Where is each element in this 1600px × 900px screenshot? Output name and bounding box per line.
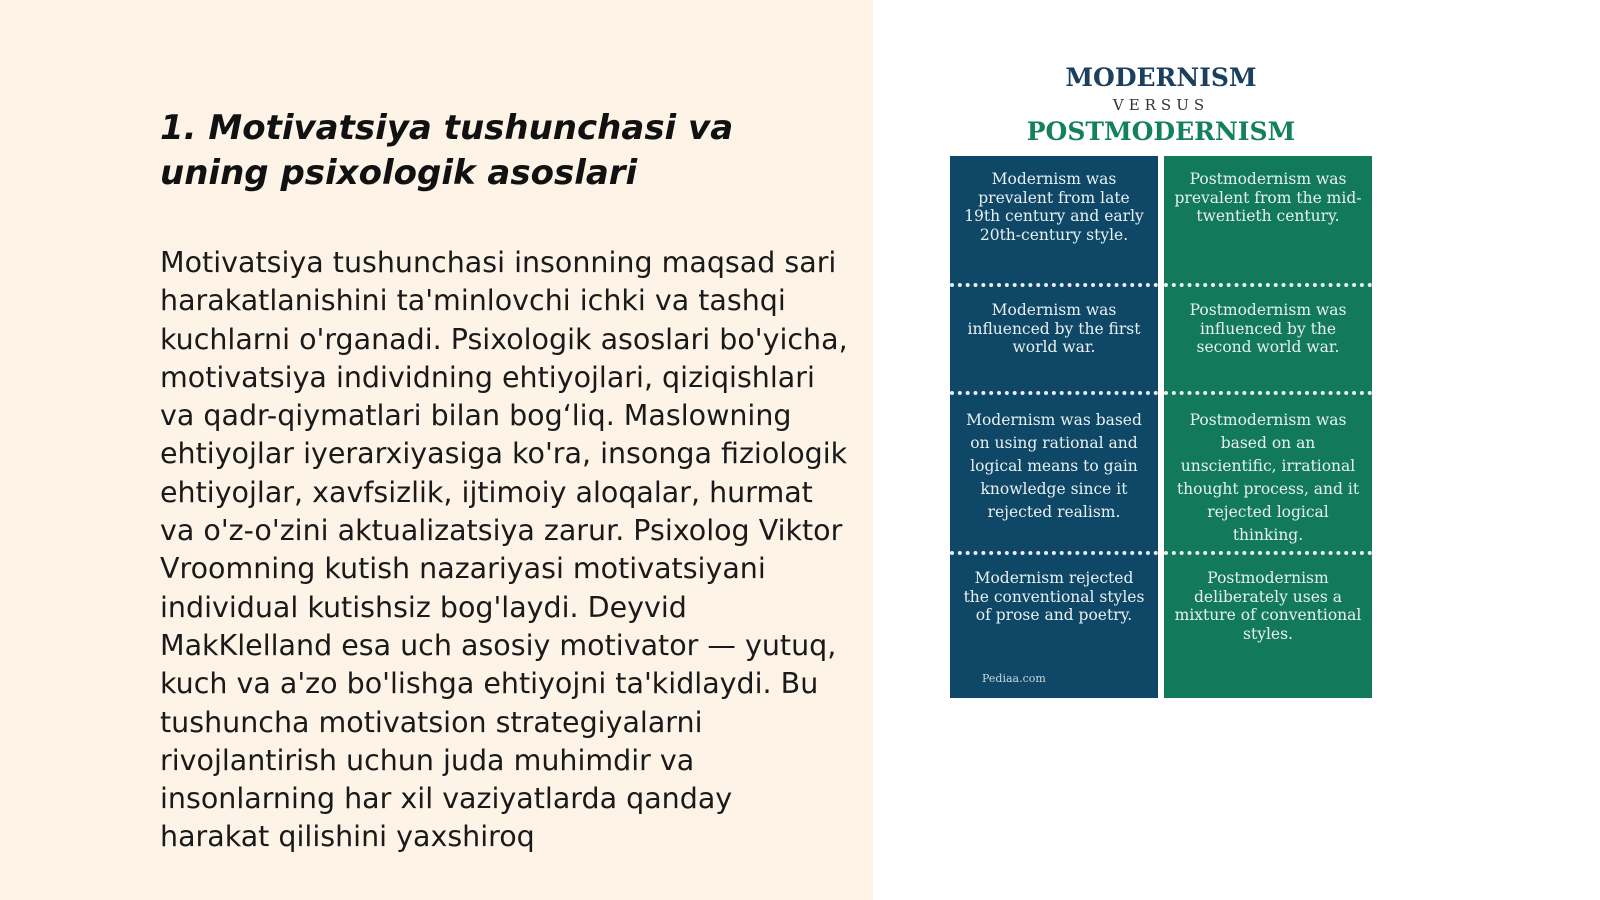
postmodernism-column [1164, 156, 1372, 698]
modernism-cell-text: Modernism was based on using rational and logical means to gain knowledge since it rejected realism. [966, 411, 1142, 521]
postmodernism-cell-text: Postmodernism was influenced by the second world war. [1189, 301, 1347, 356]
modernism-cell [950, 395, 1158, 555]
slide-body-text: Motivatsiya tushunchasi insonning maqsad sari harakatlanishini ta'minlovchi ichki va tashqi kuchlarni o'rganadi. Psixologik asoslari bo'yicha, motivatsiya individning ehtiyojlari, qiziqishlari va qadr-qiymatlari bilan bog‘liq. Maslowning ehtiyojlar iyerarxiyasiga ko'ra, insonga fiziologik ehtiyojlar, xavfsizlik, ijtimoiy aloqalar, hurmat va o'z-o'zini aktualizatsiya zarur. Psixolog Viktor Vroomning kutish nazariyasi motivatsiyani individual kutishsiz bog'laydi. Deyvid MakKlelland esa uch asosiy motivator — yutuq, kuch va a'zo bo'lishga ehtiyojni ta'kidlaydi. Bu tushuncha motivatsion strategiyalarni rivojlantirish uchun juda muhimdir va insonlarning har xil vaziyatlarda qanday harakat qilishini yaxshiroq [160, 246, 848, 854]
modernism-cell-text: Modernism rejected the conventional styles of prose and poetry. [963, 569, 1145, 624]
postmodernism-cell [1164, 555, 1372, 698]
infographic-title-modernism: MODERNISM [1065, 63, 1257, 92]
infographic-title-versus: VERSUS [1112, 96, 1210, 114]
modernism-column [950, 156, 1158, 698]
slide-heading: 1. Motivatsiya tushunchasi va uning psixologik asoslari [160, 108, 734, 193]
modernism-cell [950, 555, 1158, 698]
modernism-cell [950, 156, 1158, 287]
modernism-cell-text: Modernism was prevalent from late 19th century and early 20th-century style. [964, 170, 1144, 244]
modernism-cell-text: Modernism was influenced by the first world war. [967, 301, 1141, 356]
infographic-title [950, 62, 1372, 148]
infographic-title-postmodernism: POSTMODERNISM [1026, 117, 1296, 146]
modernism-vs-postmodernism-infographic [950, 62, 1372, 698]
postmodernism-cell-text: Postmodernism was based on an unscientific, irrational thought process, and it rejected logical thinking. [1176, 411, 1360, 544]
source-credit: Pediaa.com [982, 671, 1046, 685]
postmodernism-cell [1164, 395, 1372, 555]
postmodernism-cell [1164, 287, 1372, 395]
comparison-grid [950, 156, 1372, 698]
postmodernism-cell-text: Postmodernism deliberately uses a mixture of conventional styles. [1174, 569, 1362, 643]
postmodernism-cell [1164, 156, 1372, 287]
postmodernism-cell-text: Postmodernism was prevalent from the mid-twentieth century. [1174, 170, 1362, 225]
modernism-cell [950, 287, 1158, 395]
